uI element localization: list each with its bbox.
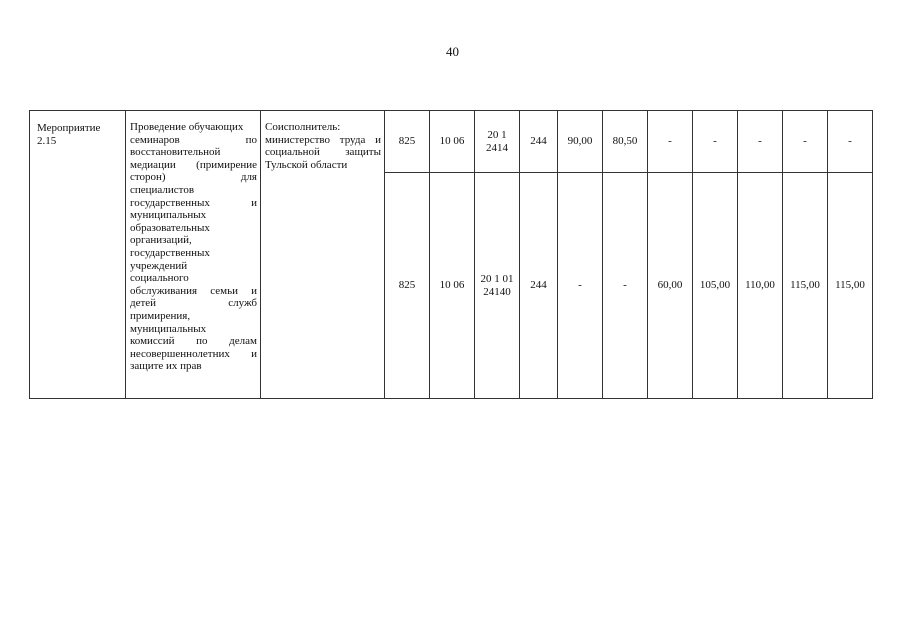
budget-table bbox=[29, 110, 873, 399]
table-row bbox=[30, 111, 873, 173]
description-line: восстановительной bbox=[130, 146, 221, 159]
description-line: государственных bbox=[130, 246, 210, 259]
year-value-cell: - bbox=[693, 111, 738, 173]
year-value-cell: 115,00 bbox=[783, 173, 828, 399]
responsible-cell bbox=[261, 111, 385, 399]
description-line: муниципальных bbox=[130, 322, 207, 335]
description-line: образовательных bbox=[130, 221, 210, 234]
description-line: несовершеннолетних и bbox=[130, 347, 257, 360]
year-value-cell: 115,00 bbox=[828, 173, 873, 399]
description-line: специалистов bbox=[130, 183, 195, 196]
target-article-cell bbox=[475, 111, 520, 173]
section-code-cell: 10 06 bbox=[430, 111, 475, 173]
target-article-line: 2414 bbox=[486, 141, 508, 154]
description-line: комиссий по делам bbox=[130, 335, 257, 348]
year-value-cell: 60,00 bbox=[648, 173, 693, 399]
year-value-cell: - bbox=[783, 111, 828, 173]
description-line: обслуживания семьи и bbox=[130, 284, 257, 297]
responsible-line: министерство труда и bbox=[265, 133, 381, 146]
event-description-cell bbox=[126, 111, 261, 399]
grbs-code-cell: 825 bbox=[385, 173, 430, 399]
event-name-line: 2.15 bbox=[37, 134, 57, 147]
year-value-cell: - bbox=[558, 173, 603, 399]
section-code-cell: 10 06 bbox=[430, 173, 475, 399]
target-article-line: 24140 bbox=[483, 285, 511, 298]
year-value-cell: 105,00 bbox=[693, 173, 738, 399]
grbs-code-cell: 825 bbox=[385, 111, 430, 173]
description-line: сторон) для bbox=[130, 171, 257, 184]
description-line: медиации (примирение bbox=[130, 158, 257, 171]
year-value-cell: - bbox=[603, 173, 648, 399]
description-line: учреждений bbox=[130, 259, 188, 272]
year-value-cell: - bbox=[828, 111, 873, 173]
expense-type-cell: 244 bbox=[520, 111, 558, 173]
responsible-line: Соисполнитель: bbox=[265, 121, 341, 133]
year-value-cell: - bbox=[648, 111, 693, 173]
year-value-cell: - bbox=[738, 111, 783, 173]
event-name-line: Мероприятие bbox=[37, 122, 101, 134]
description-line: государственных и bbox=[130, 196, 257, 209]
event-name-cell bbox=[30, 111, 126, 399]
description-line: примирения, bbox=[130, 309, 191, 322]
description-line: социального bbox=[130, 272, 189, 285]
description-line: муниципальных bbox=[130, 209, 207, 222]
description-line: детей служб bbox=[130, 297, 257, 310]
description-line: защите их прав bbox=[130, 360, 202, 373]
responsible-line: социальной защиты bbox=[265, 146, 381, 159]
target-article-line: 20 1 bbox=[487, 128, 507, 141]
year-value-cell: 110,00 bbox=[738, 173, 783, 399]
expense-type-cell: 244 bbox=[520, 173, 558, 399]
year-value-cell: 80,50 bbox=[603, 111, 648, 173]
description-line: организаций, bbox=[130, 234, 192, 247]
description-line: семинаров по bbox=[130, 133, 257, 146]
description-line: Проведение обучающих bbox=[130, 121, 244, 133]
target-article-cell bbox=[475, 173, 520, 399]
page-number: 40 bbox=[446, 44, 459, 59]
target-article-line: 20 1 01 bbox=[480, 272, 514, 285]
responsible-line: Тульской области bbox=[265, 158, 348, 171]
year-value-cell: 90,00 bbox=[558, 111, 603, 173]
